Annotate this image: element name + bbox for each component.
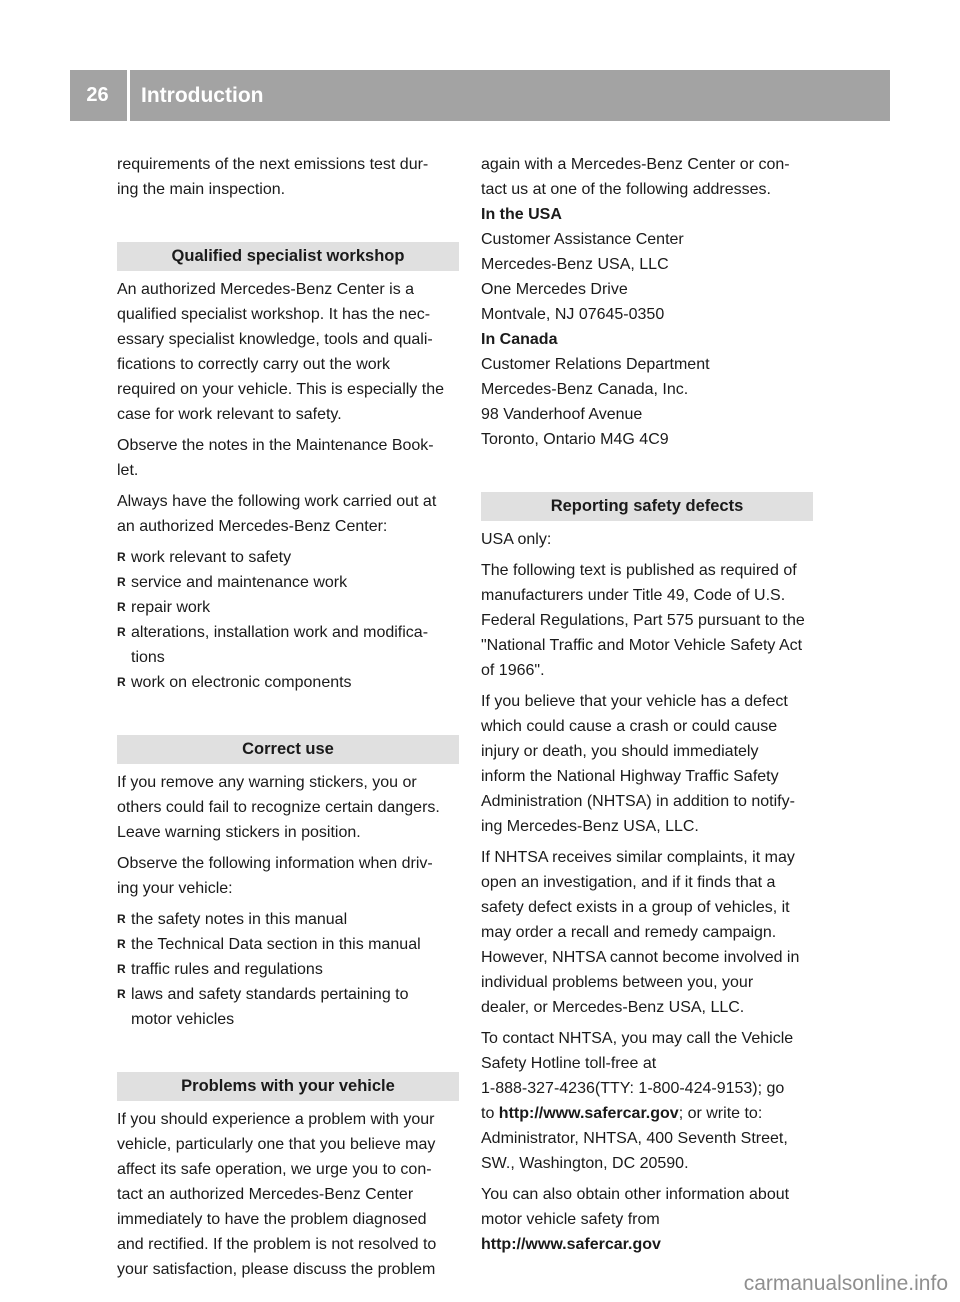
bullet-item: R traffic rules and regulations [117, 957, 459, 982]
problems-paragraph-1: If you should experience a problem with your vehicle, particularly one that you believe may affect its safe operation, we urge you to con- tact an authorized Mercedes-Benz Center immediately to have the problem diagnosed and rectified. If the problem is not resolved to your satisfaction, please discuss the problem [117, 1111, 437, 1278]
correct-paragraph-1: If you remove any warning stickers, you or others could fail to recognize certain dangers. Leave warning stickers in position. [117, 774, 440, 841]
watermark: carmanualsonline.info [743, 1272, 948, 1295]
contact-to-text: to [481, 1105, 499, 1122]
reporting-paragraph-1: The following text is published as required of manufacturers under Title 49, Code of U.S. Federal Regulations, Part 575 pursuant to the "National Traffic and Motor Vehicle Safety Act of 1966". [481, 562, 805, 679]
reporting-paragraph-5: You can also obtain other information about motor vehicle safety from [481, 1186, 790, 1228]
bullet-item: R the Technical Data section in this manual [117, 932, 459, 957]
page-header [70, 70, 890, 121]
bullet-item: R service and maintenance work [117, 570, 459, 595]
section-title: Introduction [141, 84, 264, 107]
problems-heading: Problems with your vehicle [117, 1072, 459, 1101]
qualified-paragraph-3: Always have the following work carried out at an authorized Mercedes-Benz Center: [117, 493, 437, 535]
contact-address: Administrator, NHTSA, 400 Seventh Street, SW., Washington, DC 20590. [481, 1130, 788, 1172]
correct-use-heading: Correct use [117, 735, 459, 764]
intro-paragraph: requirements of the next emissions test dur- ing the main inspection. [117, 156, 429, 198]
bullet-item: R laws and safety standards pertaining to motor vehicles [117, 982, 459, 1032]
bullet-item: R work relevant to safety [117, 545, 459, 570]
bullet-item: R repair work [117, 595, 459, 620]
left-column [117, 152, 459, 1282]
canada-label: In Canada [481, 331, 558, 348]
canada-address: Customer Relations Department Mercedes-Benz Canada, Inc. 98 Vanderhoof Avenue Toronto, Ontario M4G 4C9 [481, 356, 710, 448]
qualified-heading: Qualified specialist workshop [117, 242, 459, 271]
bullet-item: R the safety notes in this manual [117, 907, 459, 932]
correct-bullet-list [117, 907, 459, 1032]
page-number: 26 [86, 84, 109, 106]
qualified-paragraph-1: An authorized Mercedes-Benz Center is a qualified specialist workshop. It has the nec- essary specialist knowledge, tools and quali- fications to correctly carry out the work required on your vehicle. This is especially the case for work relevant to safety. [117, 281, 444, 423]
reporting-paragraph-2: If you believe that your vehicle has a defect which could cause a crash or could cause injury or death, you should immediately inform the National Highway Traffic Safety Administration (NHTSA) in addition to notify- ing Mercedes-Benz USA, LLC. [481, 693, 795, 835]
continuation-paragraph: again with a Mercedes-Benz Center or con- tact us at one of the following addresses. [481, 156, 790, 198]
correct-paragraph-2: Observe the following information when driv- ing your vehicle: [117, 855, 433, 897]
qualified-paragraph-2: Observe the notes in the Maintenance Book- let. [117, 437, 434, 479]
header-divider [127, 70, 130, 121]
contact-lines: To contact NHTSA, you may call the Vehicle Safety Hotline toll-free at 1-888-327-4236(TTY: 1-800-424-9153); go [481, 1030, 794, 1097]
usa-address: Customer Assistance Center Mercedes-Benz USA, LLC One Mercedes Drive Montvale, NJ 07645-0350 [481, 231, 684, 323]
reporting-heading: Reporting safety defects [481, 492, 813, 521]
usa-label: In the USA [481, 206, 562, 223]
safercar-link-final[interactable]: http://www.safercar.gov [481, 1236, 661, 1253]
bullet-item: R alterations, installation work and modifica- tions [117, 620, 459, 670]
safercar-link[interactable]: http://www.safercar.gov [498, 1105, 679, 1122]
reporting-paragraph-4 [481, 1026, 813, 1176]
contact-after-text: ; or write to: [678, 1105, 763, 1122]
reporting-usa-only: USA only: [481, 531, 552, 548]
bullet-item: R work on electronic components [117, 670, 459, 695]
right-column [481, 152, 813, 1257]
qualified-bullet-list [117, 545, 459, 695]
reporting-paragraph-3: If NHTSA receives similar complaints, it may open an investigation, and if it finds that a safety defect exists in a group of vehicles, it may order a recall and remedy campaign. However, NHTSA cannot become involved in individual problems between you, your dealer, or Mercedes-Benz USA, LLC. [481, 849, 800, 1016]
